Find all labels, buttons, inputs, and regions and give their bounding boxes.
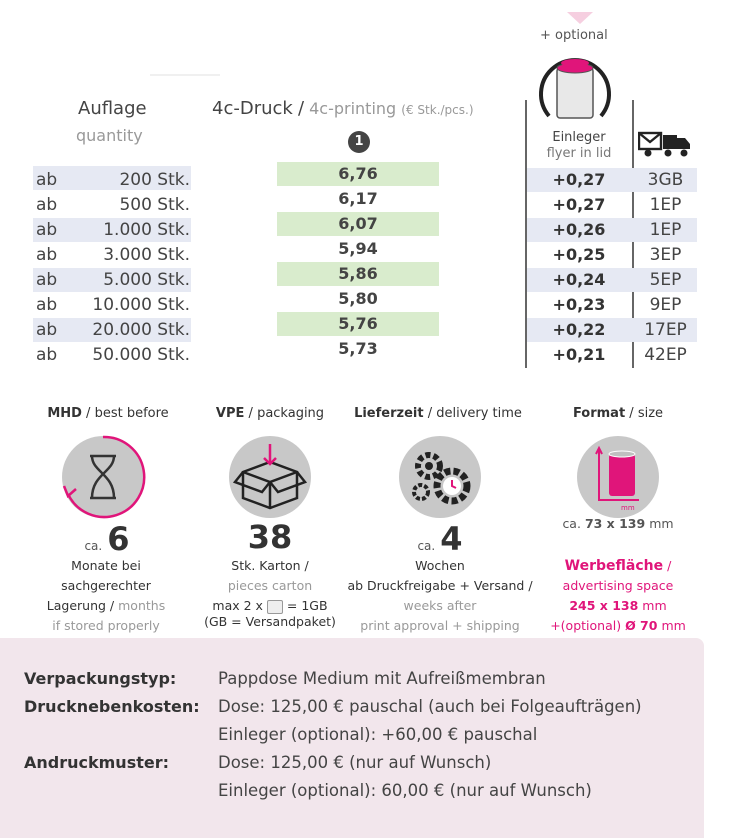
row-shipping: 42EP	[644, 345, 687, 365]
adv-title: Werbefläche /	[564, 558, 672, 574]
mhd-title-de: MHD	[47, 406, 82, 421]
opt-prefix: +(optional)	[550, 618, 622, 633]
detail-value-packaging: Pappdose Medium mit Aufreißmembran	[218, 669, 546, 688]
badge-number: 1	[354, 134, 364, 149]
print-header-de: 4c-Druck	[212, 98, 293, 119]
delivery-line2: ab Druckfreigabe + Versand /	[347, 578, 533, 593]
print-header-en: 4c-printing	[309, 99, 397, 118]
detail-value-proof: Dose: 125,00 € (nur auf Wunsch)	[218, 753, 492, 772]
row-prefix: ab	[36, 270, 58, 290]
small-box-icon	[267, 600, 283, 614]
optional-label: + optional	[540, 28, 608, 43]
row-price: 5,94	[338, 239, 378, 258]
vpe-line3	[180, 596, 360, 616]
row-price: 6,07	[338, 214, 378, 233]
row-prefix: ab	[36, 195, 58, 215]
vpe-description	[180, 556, 360, 628]
delivery-number: 4	[440, 520, 463, 558]
row-price: 5,80	[338, 289, 378, 308]
format-title: Format / size	[572, 406, 664, 421]
adv-title-de: Werbefläche	[564, 558, 664, 574]
mhd-value	[62, 520, 152, 558]
adv-unit: mm	[642, 598, 667, 613]
opt-size-line	[535, 616, 701, 636]
format-mm-label: mm	[621, 504, 635, 512]
detail-label-packaging: Verpackungstyp:	[24, 669, 177, 688]
delivery-title-en: delivery time	[436, 406, 522, 421]
detail-value-costs: Dose: 125,00 € pauschal (auch bei Folgeaufträgen)	[218, 697, 642, 716]
gears-icon	[399, 436, 481, 518]
row-shipping: 17EP	[644, 320, 687, 340]
detail-label-costs: Drucknebenkosten:	[24, 697, 200, 716]
detail-value-costs-2: Einleger (optional): +60,00 € pauschal	[218, 725, 538, 744]
row-quantity: 20.000 Stk.	[92, 320, 190, 340]
row-shipping: 3GB	[647, 170, 684, 190]
mhd-line2: sachgerechter	[61, 578, 151, 593]
format-size-unit: mm	[649, 516, 674, 531]
row-price: 5,86	[338, 264, 378, 283]
badge-one-icon	[348, 131, 370, 153]
header-divider	[150, 74, 220, 76]
shipping-truck-icon	[638, 130, 692, 158]
row-shipping: 9EP	[649, 295, 682, 315]
row-quantity: 200 Stk.	[119, 170, 190, 190]
row-quantity: 5.000 Stk.	[103, 270, 190, 290]
delivery-line4: print approval + shipping	[360, 618, 520, 633]
row-shipping: 1EP	[649, 220, 682, 240]
mhd-line4: if stored properly	[52, 618, 160, 633]
box-icon	[229, 436, 311, 518]
vpe-line4: (GB = Versandpaket)	[204, 614, 336, 629]
detail-label-proof: Andruckmuster:	[24, 753, 170, 772]
format-size	[548, 516, 688, 531]
print-header	[212, 98, 474, 119]
hourglass-icon	[60, 434, 146, 520]
row-quantity: 10.000 Stk.	[92, 295, 190, 315]
adv-size-line	[535, 596, 701, 616]
row-quantity: 1.000 Stk.	[103, 220, 190, 240]
row-insert-price: +0,24	[552, 270, 606, 289]
delivery-line3: weeks after	[403, 598, 477, 613]
delivery-ca: ca.	[417, 539, 436, 553]
format-size-prefix: ca.	[562, 516, 581, 531]
row-price: 6,17	[338, 189, 378, 208]
row-shipping: 5EP	[649, 270, 682, 290]
opt-size: Ø 70	[625, 618, 658, 633]
row-insert-price: +0,21	[552, 345, 606, 364]
row-insert-price: +0,25	[552, 245, 606, 264]
quantity-header-de: Auflage	[78, 98, 147, 119]
delivery-value	[395, 520, 485, 558]
can-with-insert-icon	[535, 50, 615, 122]
row-insert-price: +0,27	[552, 195, 606, 214]
mhd-line1: Monate bei	[71, 558, 141, 573]
row-prefix: ab	[36, 245, 58, 265]
mhd-ca: ca.	[84, 539, 103, 553]
row-shipping: 3EP	[649, 245, 682, 265]
format-advertising	[535, 556, 701, 636]
row-insert-price: +0,23	[552, 295, 606, 314]
insert-header-en: flyer in lid	[546, 146, 612, 161]
row-prefix: ab	[36, 170, 58, 190]
quantity-header-en: quantity	[76, 126, 143, 145]
vpe-line3-b: = 1GB	[286, 598, 328, 613]
mhd-description	[18, 556, 194, 636]
adv-title-en: advertising space	[562, 578, 674, 593]
row-insert-price: +0,22	[552, 320, 606, 339]
mhd-line3-en: months	[118, 598, 166, 613]
mhd-number: 6	[107, 520, 130, 558]
delivery-description	[340, 556, 540, 636]
row-insert-price: +0,26	[552, 220, 606, 239]
print-header-sep: /	[297, 98, 305, 119]
detail-value-proof-2: Einleger (optional): 60,00 € (nur auf Wunsch)	[218, 781, 592, 800]
vpe-title-de: VPE	[215, 406, 245, 421]
mhd-title-en: best before	[94, 406, 169, 421]
row-quantity: 3.000 Stk.	[103, 245, 190, 265]
row-shipping: 1EP	[649, 195, 682, 215]
delivery-title-de: Lieferzeit	[354, 406, 424, 421]
vpe-line3-a: max 2 x	[212, 598, 263, 613]
insert-header-de: Einleger	[552, 130, 606, 145]
top-marker-icon	[567, 12, 593, 24]
delivery-title: Lieferzeit / delivery time	[354, 406, 522, 421]
row-prefix: ab	[36, 345, 58, 365]
mhd-line3-de: Lagerung	[46, 598, 106, 613]
row-prefix: ab	[36, 295, 58, 315]
row-prefix: ab	[36, 220, 58, 240]
vpe-line1: Stk. Karton /	[231, 558, 309, 573]
vpe-number: 38	[247, 518, 293, 556]
vpe-line2: pieces carton	[227, 578, 313, 593]
mhd-title: MHD / best before	[47, 406, 169, 421]
adv-size: 245 x 138	[569, 598, 639, 613]
row-prefix: ab	[36, 320, 58, 340]
delivery-line1: Wochen	[415, 558, 465, 573]
vpe-title: VPE / packaging	[215, 406, 325, 421]
opt-unit: mm	[661, 618, 686, 633]
mhd-line3: Lagerung / months	[46, 598, 166, 613]
row-quantity: 50.000 Stk.	[92, 345, 190, 365]
row-quantity: 500 Stk.	[119, 195, 190, 215]
format-title-en: size	[637, 406, 664, 421]
row-insert-price: +0,27	[552, 170, 606, 189]
format-size-value: 73 x 139	[584, 516, 646, 531]
print-header-unit: (€ Stk./pcs.)	[401, 103, 474, 117]
format-title-de: Format	[572, 406, 626, 421]
row-price: 6,76	[338, 164, 378, 183]
row-price: 5,76	[338, 314, 378, 333]
can-dimensions-icon	[577, 436, 659, 518]
vpe-title-en: packaging	[257, 406, 325, 421]
row-price: 5,73	[338, 339, 378, 358]
